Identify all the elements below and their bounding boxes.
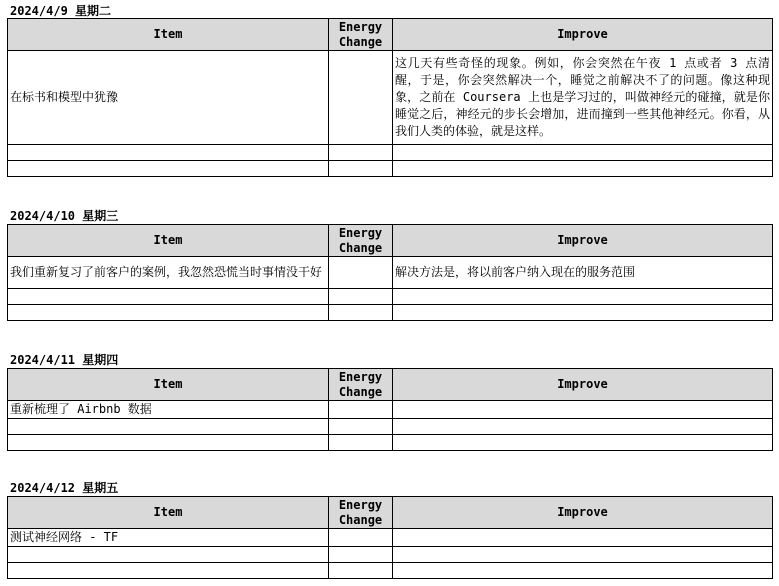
improve-cell[interactable] [393,547,773,563]
day-heading: 2024/4/12 星期五 [10,481,119,495]
item-cell[interactable]: 在标书和模型中犹豫 [8,51,329,145]
energy-header-line1: Energy [338,225,383,240]
energy-cell[interactable] [329,161,393,177]
item-cell[interactable] [8,305,329,321]
item-cell[interactable] [8,419,329,435]
improve-cell[interactable] [393,305,773,321]
day-heading: 2024/4/11 星期四 [10,353,119,367]
column-header-item: Item [8,497,329,529]
energy-cell[interactable] [329,51,393,145]
column-header-energy-change [329,497,393,529]
energy-header-line1: Energy [338,369,383,384]
energy-cell[interactable] [329,419,393,435]
energy-header-line2: Change [338,240,383,255]
energy-cell[interactable] [329,145,393,161]
table-row [8,257,773,289]
energy-cell[interactable] [329,435,393,451]
improve-cell[interactable]: 这几天有些奇怪的现象。例如，你会突然在午夜 1 点或者 3 点清醒，于是，你会突然解决一个，睡觉之前解决不了的问题。像这种现象，之前在 Coursera 上也是学习过的，叫做神经元的碰撞，就是你睡觉之后，神经元的步长会增加，进而撞到一些其他神经元。你看，从我们人类的体验，就是这样。 [393,51,773,145]
table-row [8,145,773,161]
improve-cell[interactable] [393,563,773,579]
column-header-energy-change [329,19,393,51]
energy-cell[interactable] [329,547,393,563]
energy-header-line2: Change [338,34,383,49]
energy-header-line1: Energy [338,19,383,34]
improve-cell[interactable] [393,419,773,435]
table-header-row [8,369,773,401]
column-header-improve: Improve [393,369,773,401]
column-header-energy-change [329,369,393,401]
column-header-item: Item [8,19,329,51]
item-cell[interactable] [8,547,329,563]
column-header-improve: Improve [393,19,773,51]
day-heading: 2024/4/10 星期三 [10,209,119,223]
day-heading: 2024/4/9 星期二 [10,4,112,18]
energy-cell[interactable] [329,563,393,579]
energy-cell[interactable] [329,401,393,419]
improve-cell[interactable] [393,145,773,161]
table-header-row [8,225,773,257]
improve-cell[interactable] [393,529,773,547]
item-cell[interactable] [8,161,329,177]
day-table [7,368,773,451]
item-cell[interactable]: 测试神经网络 - TF [8,529,329,547]
table-row [8,305,773,321]
energy-cell[interactable] [329,289,393,305]
item-cell[interactable]: 我们重新复习了前客户的案例，我忽然恐慌当时事情没干好 [8,257,329,289]
day-table [7,18,773,177]
table-header-row [8,497,773,529]
improve-cell[interactable] [393,161,773,177]
column-header-improve: Improve [393,225,773,257]
item-cell[interactable] [8,563,329,579]
energy-header-line2: Change [338,384,383,399]
energy-header-line2: Change [338,512,383,527]
improve-cell[interactable] [393,289,773,305]
table-row [8,563,773,579]
column-header-item: Item [8,225,329,257]
table-row [8,529,773,547]
improve-cell[interactable]: 解决方法是，将以前客户纳入现在的服务范围 [393,257,773,289]
item-cell[interactable]: 重新梳理了 Airbnb 数据 [8,401,329,419]
energy-cell[interactable] [329,305,393,321]
energy-cell[interactable] [329,529,393,547]
item-cell[interactable] [8,435,329,451]
energy-header-line1: Energy [338,497,383,512]
table-row [8,401,773,419]
energy-cell[interactable] [329,257,393,289]
improve-cell[interactable] [393,435,773,451]
column-header-energy-change [329,225,393,257]
item-cell[interactable] [8,145,329,161]
day-table [7,496,773,579]
item-cell[interactable] [8,289,329,305]
improve-cell[interactable] [393,401,773,419]
table-row [8,435,773,451]
column-header-item: Item [8,369,329,401]
column-header-improve: Improve [393,497,773,529]
table-row [8,289,773,305]
table-header-row [8,19,773,51]
table-row [8,419,773,435]
table-row [8,547,773,563]
table-row [8,51,773,145]
table-row [8,161,773,177]
day-table [7,224,773,321]
